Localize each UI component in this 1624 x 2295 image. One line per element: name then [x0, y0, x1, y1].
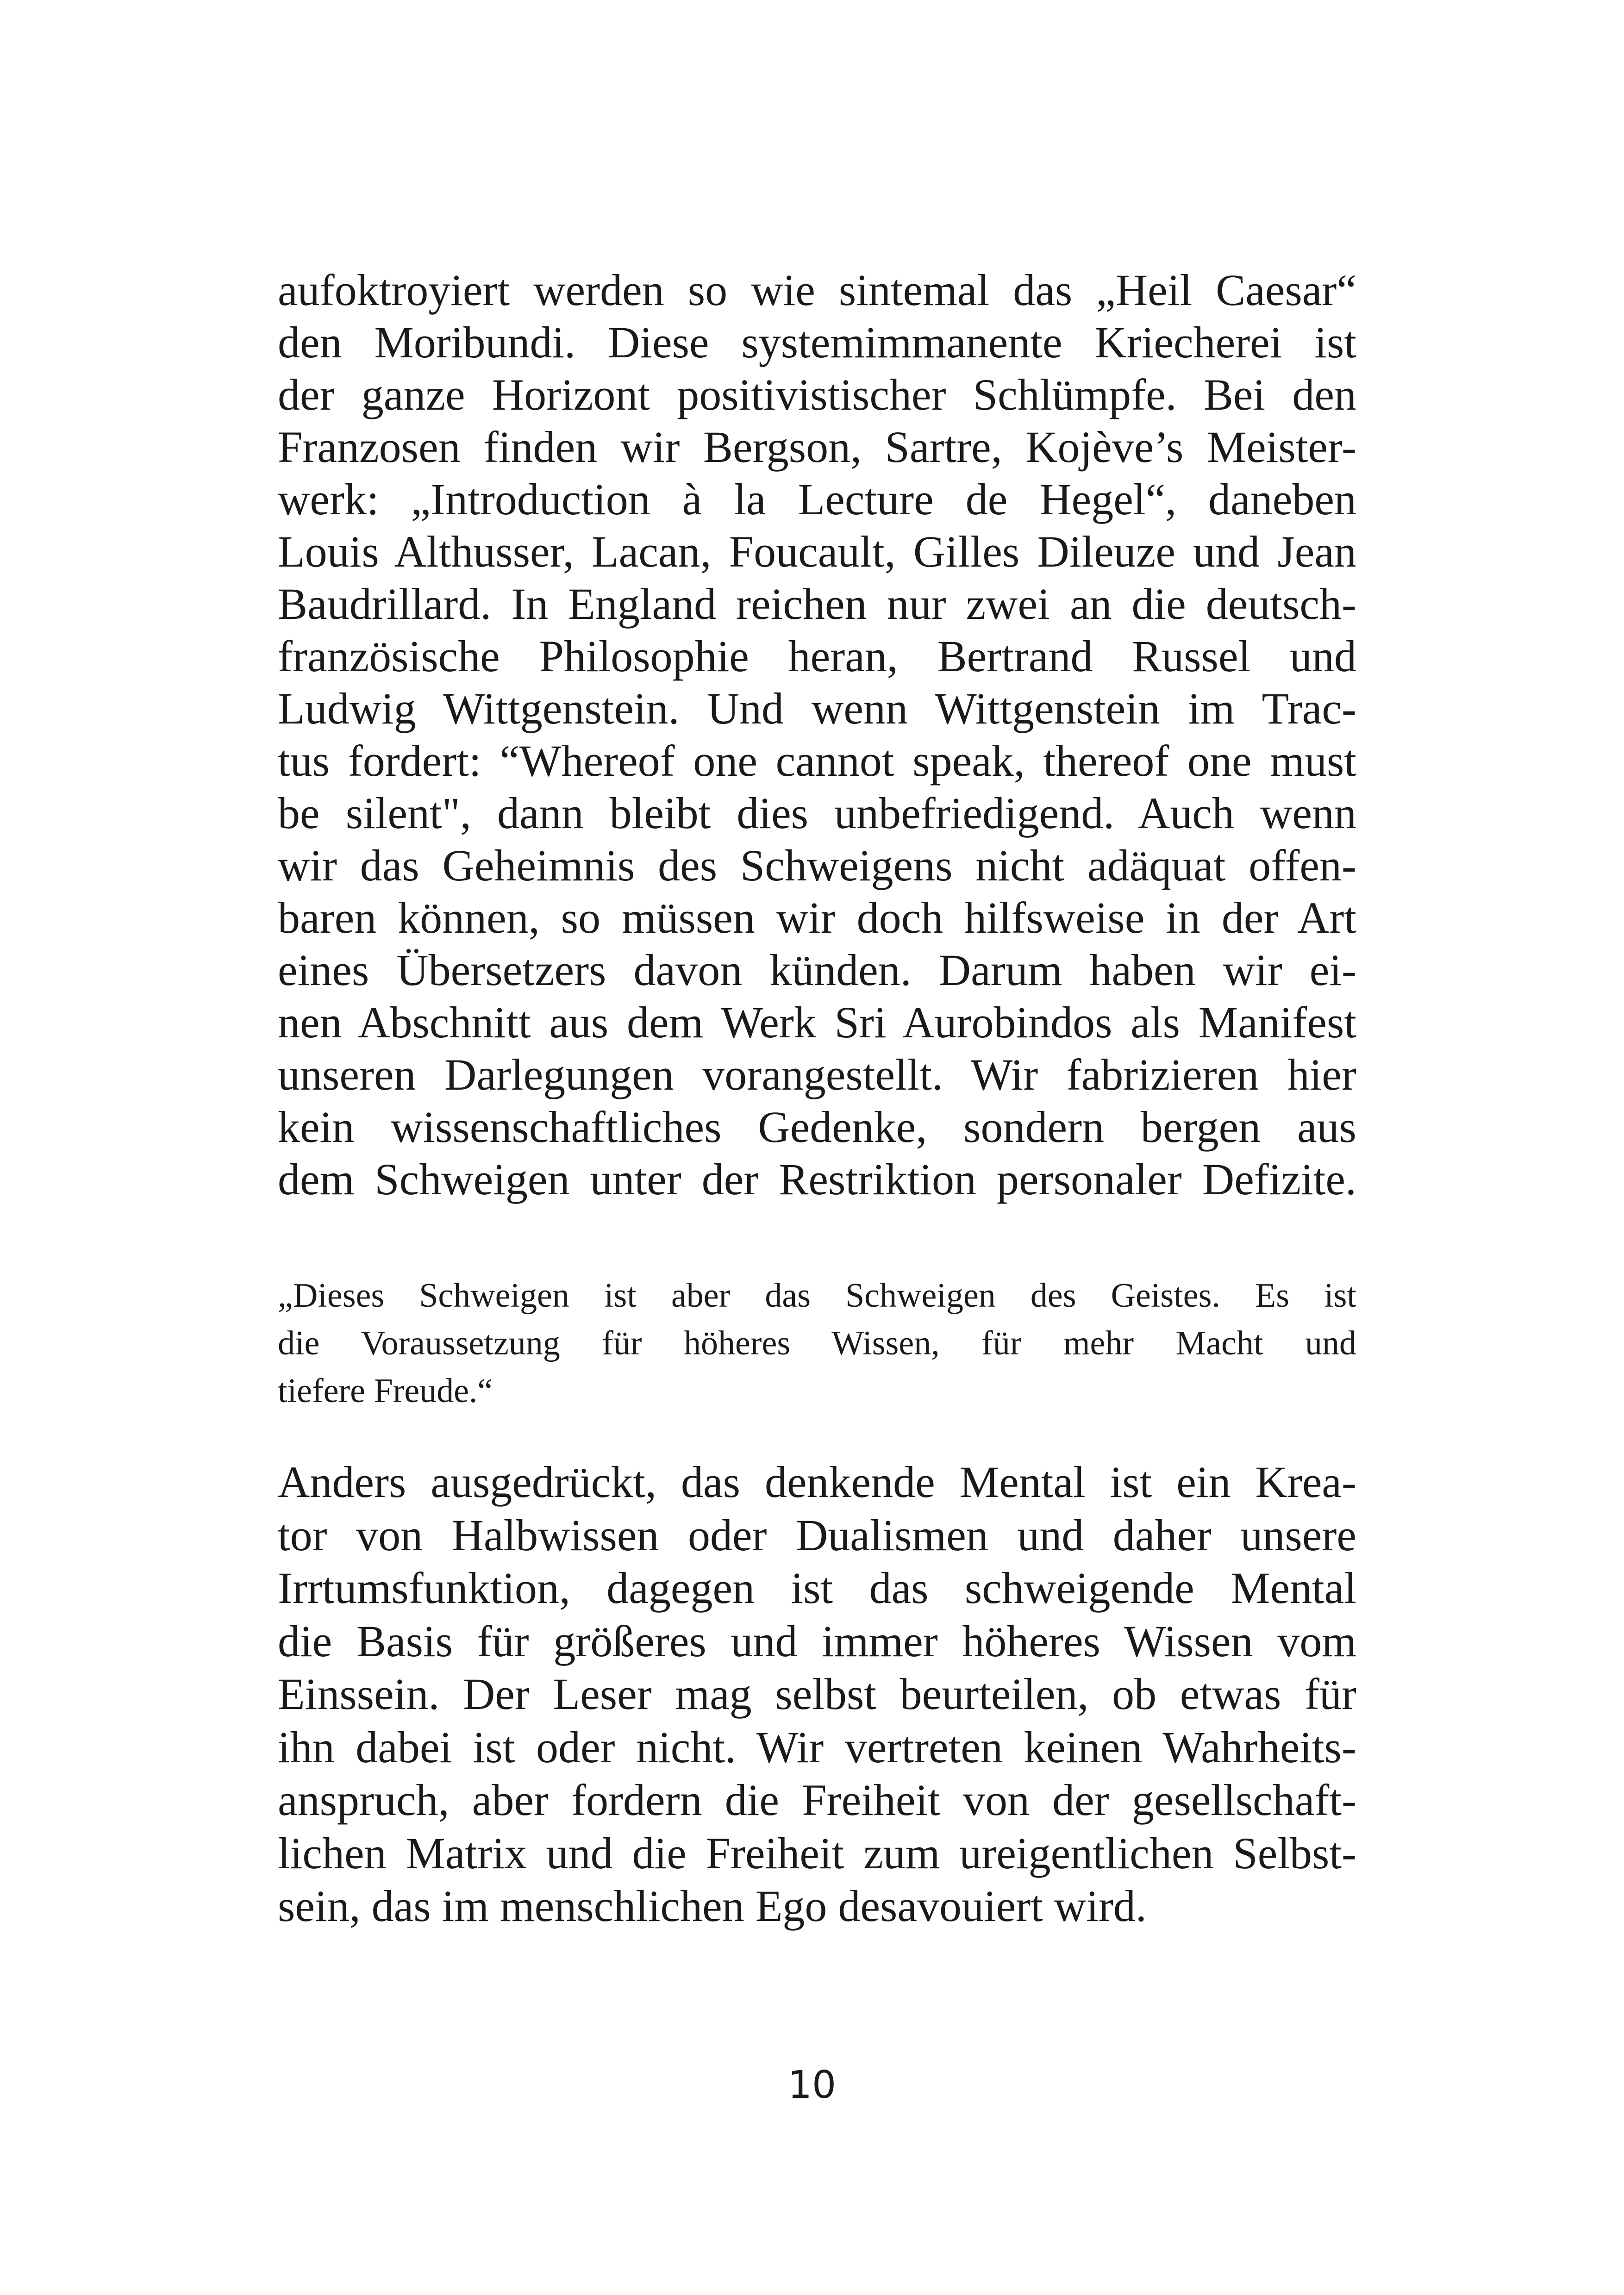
text-line: Franzosen finden wir Bergson, Sartre, Kojève’s Meister- — [278, 422, 1356, 472]
text-line: Irrtumsfunktion, dagegen ist das schweigende Mental — [278, 1563, 1356, 1613]
text-line: tus fordert: “Whereof one cannot speak, thereof one must — [278, 736, 1356, 786]
text-line: nen Abschnitt aus dem Werk Sri Aurobindos als Manifest — [278, 998, 1356, 1047]
text-line: Einssein. Der Leser mag selbst beurteilen, ob etwas für — [278, 1669, 1356, 1719]
text-line: der ganze Horizont positivistischer Schlümpfe. Bei den — [278, 370, 1356, 419]
text-line: die Basis für größeres und immer höheres Wissen vom — [278, 1616, 1356, 1666]
text-line: lichen Matrix und die Freiheit zum ureigentlichen Selbst- — [278, 1828, 1356, 1878]
text-line: anspruch, aber fordern die Freiheit von der gesellschaft- — [278, 1775, 1356, 1825]
quote-line: „Dieses Schweigen ist aber das Schweigen des Geistes. Es ist — [278, 1277, 1356, 1315]
text-line: eines Übersetzers davon künden. Darum haben wir ei- — [278, 945, 1356, 995]
text-line: französische Philosophie heran, Bertrand Russel und — [278, 631, 1356, 681]
paragraph-1 — [278, 264, 1356, 1205]
block-quote — [278, 1272, 1356, 1415]
text-line: Baudrillard. In England reichen nur zwei an die deutsch- — [278, 579, 1356, 629]
paragraph-2 — [278, 1456, 1356, 1933]
text-line: Louis Althusser, Lacan, Foucault, Gilles Dileuze und Jean — [278, 527, 1356, 576]
text-line: wir das Geheimnis des Schweigens nicht adäquat offen- — [278, 841, 1356, 890]
text-line: Anders ausgedrückt, das denkende Mental ist ein Krea- — [278, 1457, 1356, 1507]
text-line: ihn dabei ist oder nicht. Wir vertreten keinen Wahrheits- — [278, 1722, 1356, 1772]
text-line: be silent", dann bleibt dies unbefriedigend. Auch wenn — [278, 788, 1356, 838]
quote-line: tiefere Freude.“ — [278, 1372, 493, 1410]
text-line: sein, das im menschlichen Ego desavouiert wird. — [278, 1881, 1147, 1931]
text-line: aufoktroyiert werden so wie sintemal das „Heil Caesar“ — [278, 265, 1356, 315]
quote-line: die Voraussetzung für höheres Wissen, für mehr Macht und — [278, 1324, 1356, 1362]
text-line: Ludwig Wittgenstein. Und wenn Wittgenstein im Trac- — [278, 684, 1356, 733]
text-line: den Moribundi. Diese systemimmanente Kriecherei ist — [278, 318, 1356, 367]
page-number: 10 — [787, 2063, 837, 2107]
text-line: werk: „Introduction à la Lecture de Hegel“, daneben — [278, 474, 1356, 524]
text-line: kein wissenschaftliches Gedenke, sondern bergen aus — [278, 1102, 1356, 1152]
text-line: dem Schweigen unter der Restriktion personaler Defizite. — [278, 1154, 1356, 1204]
text-line: baren können, so müssen wir doch hilfsweise in der Art — [278, 893, 1356, 942]
text-line: tor von Halbwissen oder Dualismen und daher unsere — [278, 1510, 1356, 1560]
text-line: unseren Darlegungen vorangestellt. Wir fabrizieren hier — [278, 1050, 1356, 1099]
